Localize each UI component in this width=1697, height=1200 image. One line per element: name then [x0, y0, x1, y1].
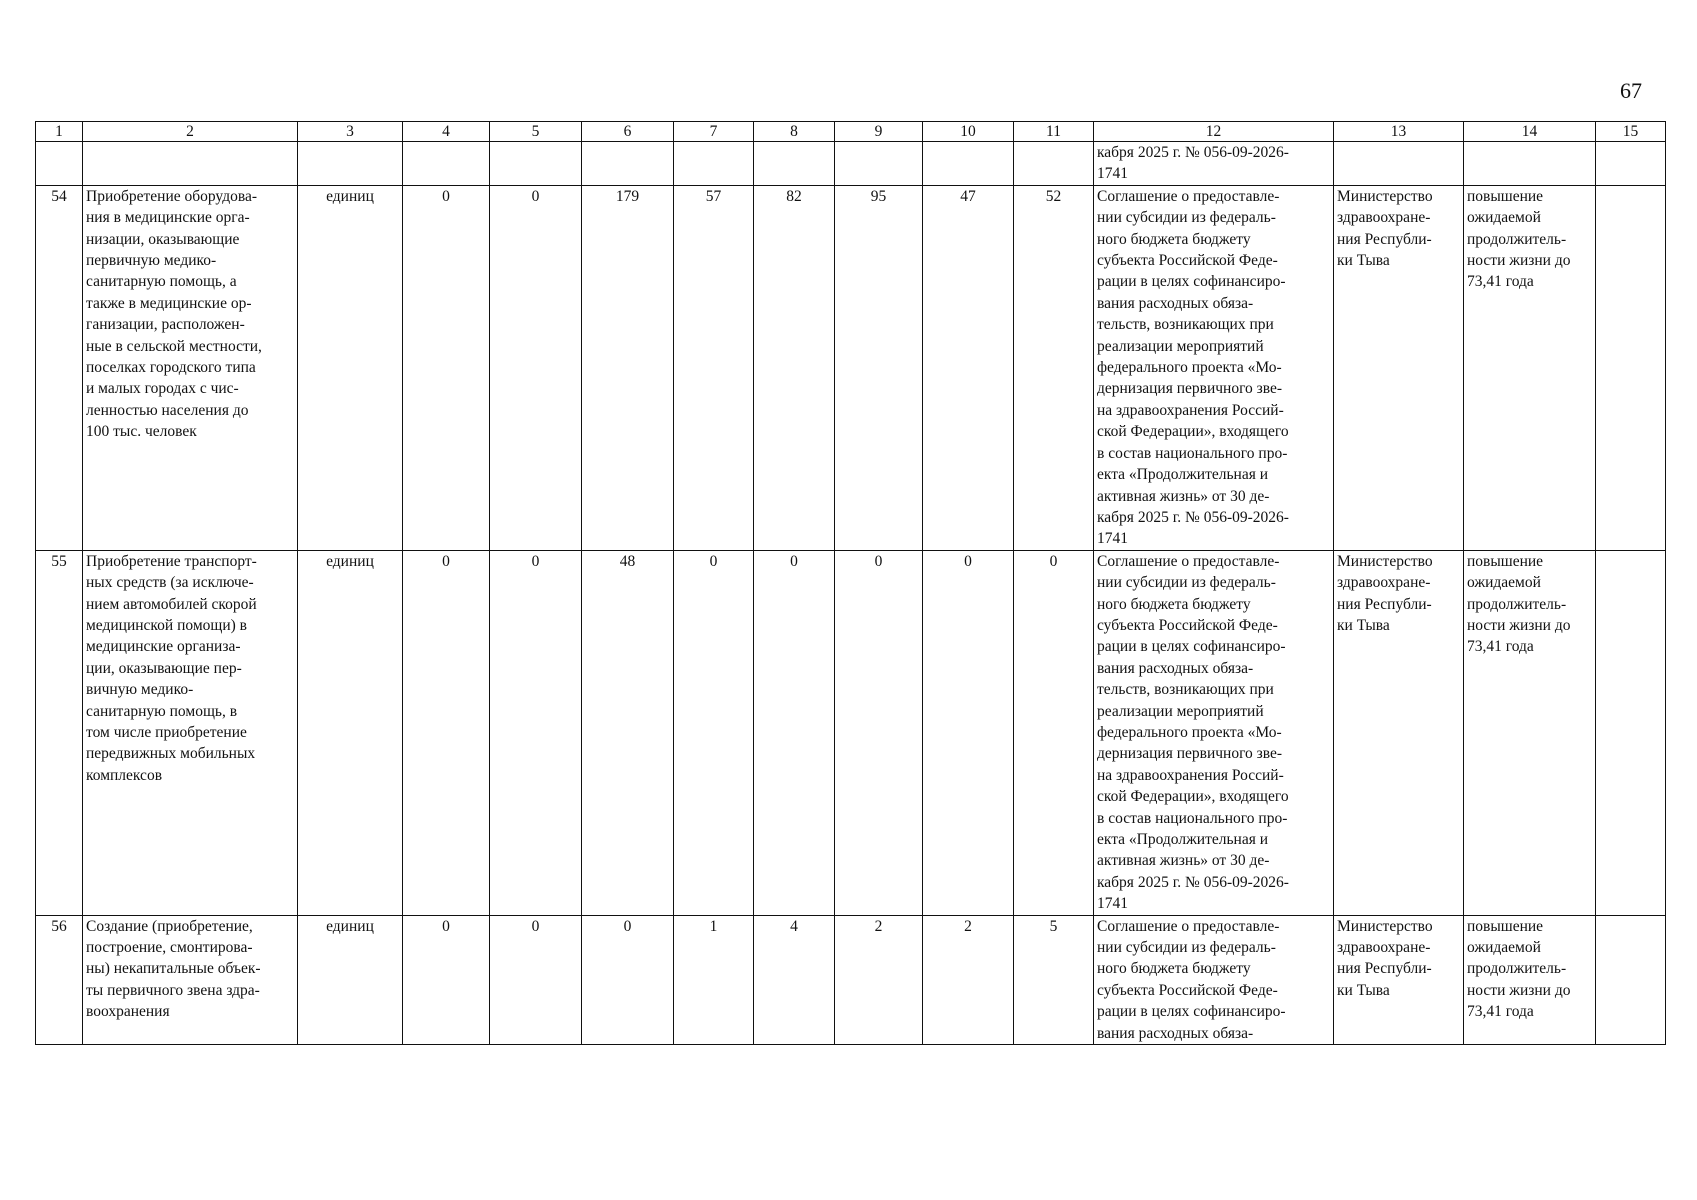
measure-name-cell-line: построение, смонтирова- [86, 939, 253, 957]
basis-document-cell-line: реализации мероприятий [1097, 337, 1264, 355]
basis-document-cell-line: ской Федерации», входящего [1097, 788, 1289, 806]
responsible-cell [1334, 915, 1464, 1044]
column-number-cell: 3 [298, 122, 403, 142]
value-cell: 95 [835, 185, 923, 550]
empty-cell [1464, 142, 1596, 186]
basis-document-cell-line: рации в целях софинансиро- [1097, 638, 1286, 656]
responsible-cell-line: ки Тыва [1337, 252, 1390, 270]
basis-document-cell-line: ного бюджета бюджету [1097, 960, 1251, 978]
value-cell: 0 [490, 185, 582, 550]
column-number-cell: 13 [1334, 122, 1464, 142]
measure-name-cell-line: воохранения [86, 1003, 170, 1021]
responsible-cell-line: ки Тыва [1337, 981, 1390, 999]
empty-cell [582, 142, 674, 186]
basis-document-cell [1094, 185, 1334, 550]
column-number-cell: 5 [490, 122, 582, 142]
measure-name-cell-line: Создание (приобретение, [86, 917, 253, 935]
measure-name-cell-line: вичную медико- [86, 681, 194, 699]
value-cell: 0 [923, 550, 1014, 915]
basis-document-cell-line: Соглашение о предоставле- [1097, 917, 1280, 935]
measures-table [35, 121, 1666, 1045]
basis-document-cell-line: федерального проекта «Мо- [1097, 359, 1282, 377]
measure-name-cell-line: ленностью населения до [86, 401, 249, 419]
measure-name-cell-line: медицинские организа- [86, 638, 241, 656]
empty-cell [923, 142, 1014, 186]
empty-cell [835, 142, 923, 186]
value-cell: 0 [674, 550, 754, 915]
responsible-cell-line: Министерство [1337, 187, 1433, 205]
responsible-cell-line: Министерство [1337, 917, 1433, 935]
continuation-basis-cell-line: 1741 [1097, 165, 1128, 183]
continuation-row [36, 142, 1666, 186]
basis-document-cell-line: вания расходных обяза- [1097, 659, 1254, 677]
result-cell-line: 73,41 года [1467, 273, 1534, 291]
responsible-cell-line: ния Республи- [1337, 230, 1432, 248]
result-cell-line: повышение [1467, 552, 1544, 570]
empty-cell [36, 142, 83, 186]
value-cell: 82 [754, 185, 835, 550]
measure-name-cell-line: низации, оказывающие [86, 230, 240, 248]
basis-document-cell-line: субъекта Российской Феде- [1097, 616, 1278, 634]
empty-cell [298, 142, 403, 186]
result-cell [1464, 185, 1596, 550]
column-number-cell: 1 [36, 122, 83, 142]
empty-cell [1014, 142, 1094, 186]
result-cell-line: ожидаемой [1467, 209, 1541, 227]
responsible-cell-line: здравоохране- [1337, 209, 1431, 227]
header-row [36, 122, 1666, 142]
value-cell: 1 [674, 915, 754, 1044]
responsible-cell-line: Министерство [1337, 552, 1433, 570]
responsible-cell-line: ния Республи- [1337, 960, 1432, 978]
value-cell: 0 [835, 550, 923, 915]
continuation-basis-cell-line: кабря 2025 г. № 056-09-2026- [1097, 144, 1289, 161]
column-number-cell: 14 [1464, 122, 1596, 142]
measure-name-cell-line: и малых городах с чис- [86, 380, 239, 398]
basis-document-cell [1094, 915, 1334, 1044]
basis-document-cell-line: на здравоохранения Россий- [1097, 401, 1284, 419]
measure-name-cell-line: первичную медико- [86, 252, 217, 270]
value-cell: 0 [403, 915, 490, 1044]
value-cell: 179 [582, 185, 674, 550]
basis-document-cell-line: кабря 2025 г. № 056-09-2026- [1097, 508, 1289, 526]
result-cell-line: продолжитель- [1467, 960, 1567, 978]
basis-document-cell-line: на здравоохранения Россий- [1097, 766, 1284, 784]
basis-document-cell-line: дернизация первичного зве- [1097, 745, 1283, 763]
value-cell: 52 [1014, 185, 1094, 550]
basis-document-cell-line: реализации мероприятий [1097, 702, 1264, 720]
value-cell: 4 [754, 915, 835, 1044]
basis-document-cell-line: рации в целях софинансиро- [1097, 1003, 1286, 1021]
basis-document-cell-line: субъекта Российской Феде- [1097, 981, 1278, 999]
value-cell: 5 [1014, 915, 1094, 1044]
basis-document-cell-line: 1741 [1097, 530, 1128, 548]
measure-name-cell-line: санитарную помощь, а [86, 273, 237, 291]
value-cell: 0 [403, 185, 490, 550]
basis-document-cell-line: 1741 [1097, 895, 1128, 913]
measure-name-cell-line: Приобретение оборудова- [86, 187, 257, 205]
measure-name-cell-line: нием автомобилей скорой [86, 595, 257, 613]
value-cell: 57 [674, 185, 754, 550]
column-number-cell: 6 [582, 122, 674, 142]
empty-cell [1596, 915, 1666, 1044]
measure-name-cell-line: комплексов [86, 766, 163, 784]
basis-document-cell-line: ской Федерации», входящего [1097, 423, 1289, 441]
column-number-cell: 12 [1094, 122, 1334, 142]
basis-document-cell-line: ного бюджета бюджету [1097, 230, 1251, 248]
value-cell: 2 [835, 915, 923, 1044]
basis-document-cell-line: в состав национального про- [1097, 809, 1288, 827]
unit-cell: единиц [298, 915, 403, 1044]
basis-document-cell-line: екта «Продолжительная и [1097, 466, 1269, 484]
measure-name-cell-line: 100 тыс. человек [86, 423, 197, 441]
basis-document-cell-line: рации в целях софинансиро- [1097, 273, 1286, 291]
value-cell: 0 [490, 550, 582, 915]
unit-cell: единиц [298, 550, 403, 915]
basis-document-cell-line: субъекта Российской Феде- [1097, 252, 1278, 270]
result-cell-line: повышение [1467, 187, 1544, 205]
basis-document-cell-line: в состав национального про- [1097, 444, 1288, 462]
page-number: 67 [1620, 78, 1642, 103]
result-cell-line: 73,41 года [1467, 638, 1534, 656]
unit-cell: единиц [298, 185, 403, 550]
empty-cell [674, 142, 754, 186]
responsible-cell [1334, 550, 1464, 915]
basis-document-cell-line: Соглашение о предоставле- [1097, 187, 1280, 205]
basis-document-cell-line: активная жизнь» от 30 де- [1097, 852, 1270, 870]
table-row [36, 915, 1666, 1044]
responsible-cell [1334, 185, 1464, 550]
row-number-cell: 54 [36, 185, 83, 550]
row-number-cell: 55 [36, 550, 83, 915]
measure-name-cell [83, 915, 298, 1044]
responsible-cell-line: здравоохране- [1337, 939, 1431, 957]
value-cell: 0 [582, 915, 674, 1044]
measure-name-cell-line: ты первичного звена здра- [86, 981, 260, 999]
column-number-cell: 9 [835, 122, 923, 142]
empty-cell [1596, 185, 1666, 550]
basis-document-cell-line: кабря 2025 г. № 056-09-2026- [1097, 873, 1289, 891]
result-cell [1464, 915, 1596, 1044]
result-cell-line: ожидаемой [1467, 939, 1541, 957]
basis-document-cell-line: активная жизнь» от 30 де- [1097, 487, 1270, 505]
column-number-cell: 10 [923, 122, 1014, 142]
table-row [36, 550, 1666, 915]
result-cell-line: ности жизни до [1467, 981, 1571, 999]
value-cell: 47 [923, 185, 1014, 550]
empty-cell [403, 142, 490, 186]
measure-name-cell-line: медицинской помощи) в [86, 616, 247, 634]
responsible-cell-line: здравоохране- [1337, 574, 1431, 592]
result-cell-line: продолжитель- [1467, 230, 1567, 248]
measure-name-cell-line: Приобретение транспорт- [86, 552, 257, 570]
table-row [36, 185, 1666, 550]
column-number-cell: 4 [403, 122, 490, 142]
value-cell: 0 [754, 550, 835, 915]
basis-document-cell [1094, 550, 1334, 915]
result-cell [1464, 550, 1596, 915]
basis-document-cell-line: вания расходных обяза- [1097, 294, 1254, 312]
empty-cell [1596, 550, 1666, 915]
basis-document-cell-line: федерального проекта «Мо- [1097, 723, 1282, 741]
result-cell-line: продолжитель- [1467, 595, 1567, 613]
measure-name-cell-line: ции, оказывающие пер- [86, 659, 242, 677]
measure-name-cell [83, 185, 298, 550]
empty-cell [490, 142, 582, 186]
basis-document-cell-line: дернизация первичного зве- [1097, 380, 1283, 398]
measure-name-cell-line: ния в медицинские орга- [86, 209, 250, 227]
row-number-cell: 56 [36, 915, 83, 1044]
value-cell: 0 [403, 550, 490, 915]
basis-document-cell-line: тельств, возникающих при [1097, 681, 1274, 699]
continuation-basis-cell [1094, 142, 1334, 186]
empty-cell [1334, 142, 1464, 186]
column-number-cell: 11 [1014, 122, 1094, 142]
measure-name-cell-line: ные в сельской местности, [86, 337, 262, 355]
empty-cell [83, 142, 298, 186]
basis-document-cell-line: нии субсидии из федераль- [1097, 209, 1276, 227]
basis-document-cell-line: нии субсидии из федераль- [1097, 574, 1276, 592]
basis-document-cell-line: нии субсидии из федераль- [1097, 939, 1276, 957]
result-cell-line: ности жизни до [1467, 252, 1571, 270]
measure-name-cell-line: ганизации, расположен- [86, 316, 245, 334]
value-cell: 2 [923, 915, 1014, 1044]
basis-document-cell-line: ного бюджета бюджету [1097, 595, 1251, 613]
measure-name-cell-line: ны) некапитальные объек- [86, 960, 261, 978]
measure-name-cell-line: также в медицинские ор- [86, 294, 252, 312]
basis-document-cell-line: екта «Продолжительная и [1097, 831, 1269, 848]
column-number-cell: 15 [1596, 122, 1666, 142]
basis-document-cell-line: Соглашение о предоставле- [1097, 552, 1280, 570]
value-cell: 0 [1014, 550, 1094, 915]
column-number-cell: 2 [83, 122, 298, 142]
column-number-cell: 7 [674, 122, 754, 142]
measure-name-cell-line: том числе приобретение [86, 723, 247, 741]
empty-cell [754, 142, 835, 186]
column-number-cell: 8 [754, 122, 835, 142]
measure-name-cell-line: ных средств (за исключе- [86, 574, 254, 592]
result-cell-line: 73,41 года [1467, 1003, 1534, 1021]
table-body [36, 122, 1666, 1045]
basis-document-cell-line: тельств, возникающих при [1097, 316, 1274, 334]
value-cell: 48 [582, 550, 674, 915]
empty-cell [1596, 142, 1666, 186]
responsible-cell-line: ки Тыва [1337, 616, 1390, 634]
result-cell-line: ожидаемой [1467, 574, 1541, 592]
basis-document-cell-line: вания расходных обяза- [1097, 1024, 1254, 1042]
measure-name-cell-line: санитарную помощь, в [86, 702, 238, 720]
responsible-cell-line: ния Республи- [1337, 595, 1432, 613]
value-cell: 0 [490, 915, 582, 1044]
measure-name-cell-line: поселках городского типа [86, 359, 256, 377]
measure-name-cell-line: передвижных мобильных [86, 745, 256, 763]
measure-name-cell [83, 550, 298, 915]
result-cell-line: повышение [1467, 917, 1544, 935]
result-cell-line: ности жизни до [1467, 616, 1571, 634]
